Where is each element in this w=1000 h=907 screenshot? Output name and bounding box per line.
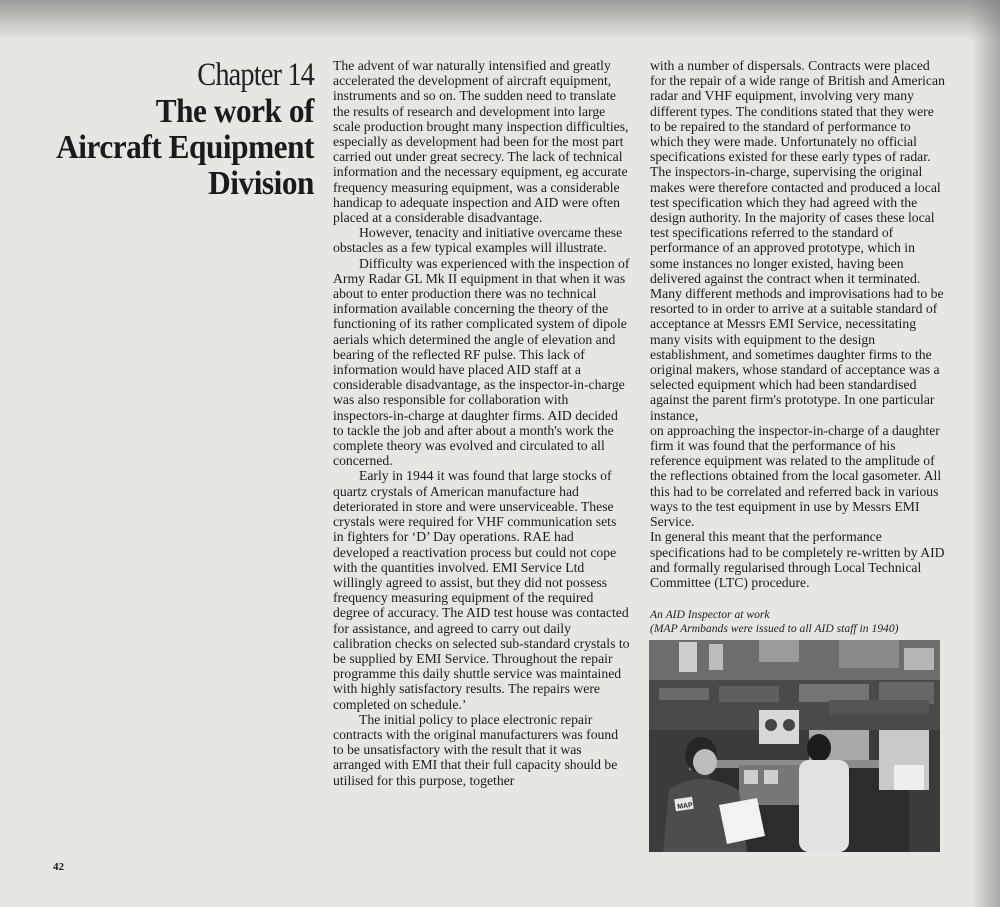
- paragraph: Early in 1944 it was found that large stocks of quartz crystals of American manufacture had deteriorated in store and were unserviceable. These crystals were required for VHF communication sets in fighters for ‘D’ Day operations. RAE had developed a reactivation process but could not cope with the quantities involved. EMI Service Ltd willingly agreed to assist, but they did not possess frequency measuring equipment of the required degree of accuracy. The AID test house was contacted for assistance, and agreed to carry out daily calibration checks on selected sub-standard crystals to be supplied by EMI Service. Throughout the repair programme this daily shuttle service was maintained with highly satisfactory results. The repairs were completed on schedule.’: [333, 468, 630, 712]
- paragraph: However, tenacity and initiative overcame these obstacles as a few typical examples will illustrate.: [333, 225, 623, 256]
- chapter-number: Chapter 14: [197, 57, 314, 93]
- chapter-title-line: Aircraft Equipment: [56, 129, 314, 166]
- page-number: 42: [53, 861, 64, 873]
- chapter-title-line: The work of: [155, 93, 314, 130]
- paragraph: on approaching the inspector-in-charge of a daughter firm it was found that the performance of his reference equipment was related to the amplitude of the reflections obtained from the local gasometer. All this had to be correlated and referred back in various ways to the test equipment in use by Messrs EMI Service.: [650, 422, 942, 530]
- paragraph: The advent of war naturally intensified and greatly accelerated the development of aircraft equipment, instruments and so on. The sudden need to translate the results of research and development into large scale production brought many inspection difficulties, especially as development had been for the most part carried out under great secrecy. The lack of technical information and the necessary equipment, eg accurate frequency measuring equipment, was a considerable handicap to adequate inspection and AID were often placed at a considerable disadvantage.: [333, 58, 629, 226]
- chapter-title-line: Division: [208, 165, 314, 202]
- chapter-title: [44, 94, 314, 202]
- photo-caption: [650, 608, 950, 636]
- paragraph: In general this meant that the performance specifications had to be completely re-written by AID and formally regularised through Local Technical Committee (LTC) procedure.: [650, 529, 945, 590]
- inspector-photo: [649, 640, 940, 852]
- paragraph: The initial policy to place electronic repair contracts with the original manufacturers was found to be unsatisfactory with the result that it was arranged with EMI that their full capacity should be utilised for this purpose, together: [333, 711, 619, 788]
- chapter-heading: [20, 58, 314, 202]
- paragraph: Difficulty was experienced with the inspection of Army Radar GL Mk II equipment in that when it was about to enter production there was no technical information available concerning the theory of the functioning of its rather complicated system of dipole aerials which determined the angle of elevation and bearing of the reflected RF pulse. This lack of information would have placed AID staff at a considerable disadvantage, as the inspector-in-charge was also responsible for collaboration with inspectors-in-charge at daughter firms. AID decided to tackle the job and after about a month's work the complete theory was evolved and circulated to all concerned.: [333, 255, 630, 469]
- page-top-shadow: [0, 0, 1000, 40]
- caption-note: (MAP Armbands were issued to all AID staff in 1940): [650, 622, 899, 635]
- caption-title: An AID Inspector at work: [650, 608, 770, 621]
- text-column-left: [333, 58, 630, 788]
- page-right-shadow: [970, 0, 1000, 907]
- text-column-right: [650, 58, 945, 590]
- inspector-photo-illustration: [649, 640, 940, 852]
- paragraph: with a number of dispersals. Contracts were placed for the repair of a wide range of British and American radar and VHF equipment, involving very many different types. The conditions stated that they were to be repaired to the standard of performance to which they were made. Unfortunately no official specifications existed for these early types of radar. The inspectors-in-charge, supervising the original makes were therefore contacted and produced a local test specification which they had agreed with the design authority. In the majority of cases these local test specifications referred to the standard of performance of an approved prototype, which in some instances no longer existed, having been delivered against the contract when it terminated. Many different methods and improvisations had to be resorted to in order to arrive at a suitable standard of acceptance at Messrs EMI Service, necessitating many visits with equipment to the design establishment, and sometimes daughter firms to the original makers, whose standard of acceptance was a selected equipment which had been standardised against the parent firm's prototype. In one particular instance,: [650, 58, 945, 423]
- armband-text: MAP: [676, 801, 694, 811]
